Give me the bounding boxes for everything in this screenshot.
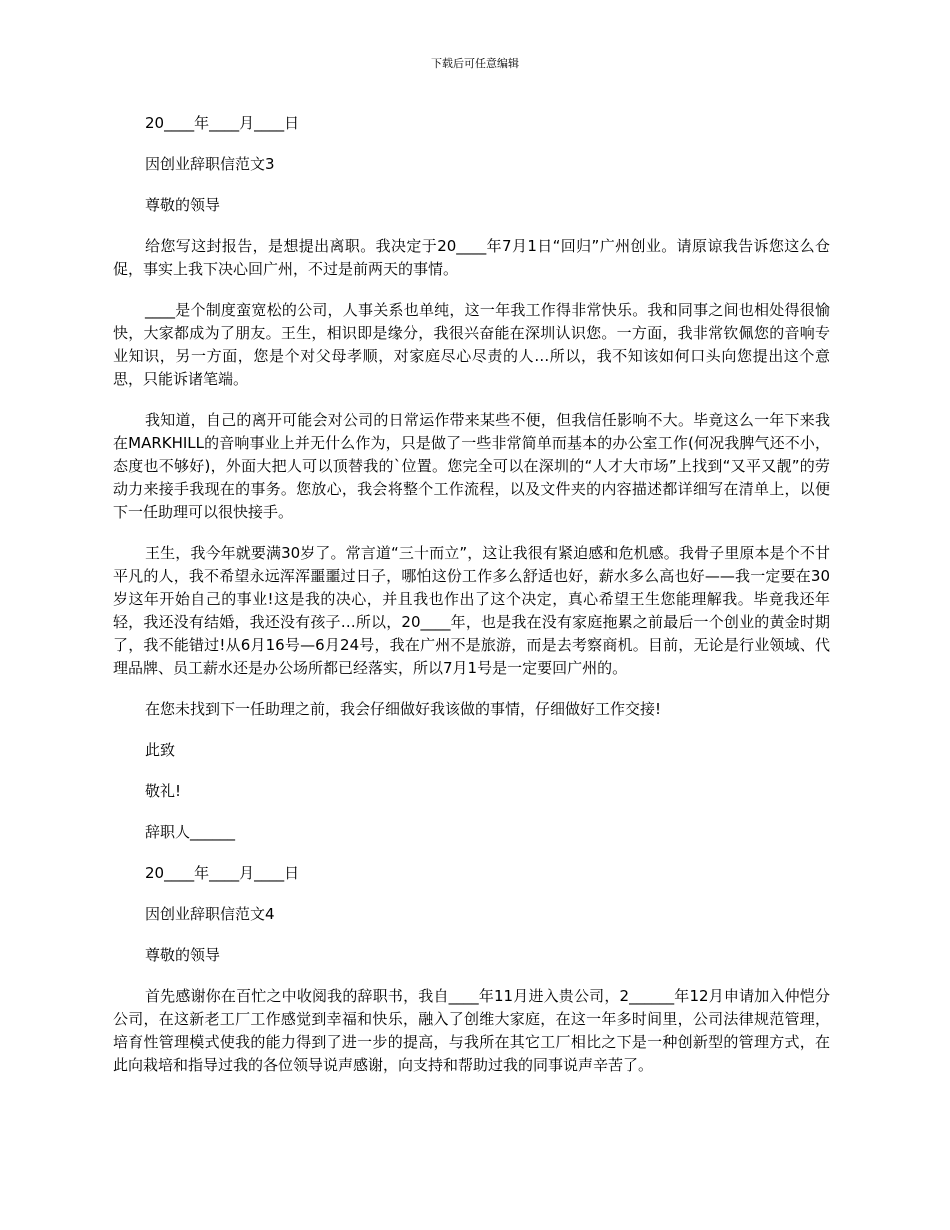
body-paragraph: 王生，我今年就要满30岁了。常言道“三十而立”，这让我很有紧迫感和危机感。我骨子里原本是个不甘平凡的人，我不希望永远浑浑噩噩过日子，哪怕这份工作多么舒适也好，薪水多么高也好——我一定要在30岁这年开始自己的事业!这是我的决心，并且我也作出了这个决定，真心希望王生您能理解我。毕竟我还年轻，我还没有结婚，我还没有孩子…所以，20____年，也是我在没有家庭拖累之前最后一个创业的黄金时期了，我不能错过!从6月16号—6月24号，我在广州不是旅游，而是去考察商机。目前，无论是行业领域、代理品牌、员工薪水还是办公场所都已经落实，所以7月1号是一定要回广州的。 (113, 544, 830, 677)
salutation: 尊敬的领导 (145, 946, 221, 964)
closing-regards: 敬礼! (145, 782, 182, 800)
section-title: 因创业辞职信范文4 (145, 905, 275, 923)
body-paragraph: 我知道，自己的离开可能会对公司的日常运作带来某些不便，但我信任影响不大。毕竟这么一年下来我在MARKHILL的音响事业上并无什么作为，只是做了一些非常简单而基本的办公室工作(何况我脾气还不小，态度也不够好)，外面大把人可以顶替我的`位置。您完全可以在深圳的“人才大市场”上找到“又平又靓”的劳动力来接手我现在的事务。您放心，我会将整个工作流程，以及文件夹的内容描述都详细写在清单上，以便下一任助理可以很快接手。 (113, 411, 830, 521)
body-paragraph: 首先感谢你在百忙之中收阅我的辞职书，我自____年11月进入贵公司，2______年12月申请加入仲恺分公司，在这新老工厂工作感觉到幸福和快乐，融入了创维大家庭，在这一年多时间里，公司法律规范管理，培育性管理模式使我的能力得到了进一步的提高，与我所在其它工厂相比之下是一种创新型的管理方式，在此向栽培和指导过我的各位领导说声感谢，向支持和帮助过我的同事说声辛苦了。 (113, 987, 830, 1074)
document-body (113, 112, 830, 1095)
signature-line: 辞职人______ (145, 823, 236, 841)
body-paragraph: ____是个制度蛮宽松的公司，人事关系也单纯，这一年我工作得非常快乐。我和同事之间也相处得很愉快，大家都成为了朋友。王生，相识即是缘分，我很兴奋能在深圳认识您。一方面，我非常钦佩您的音响专业知识，另一方面，您是个对父母孝顺，对家庭尽心尽责的人…所以，我不知该如何口头向您提出这个意思，只能诉诸笔端。 (113, 301, 830, 388)
page-header-note: 下载后可任意编辑 (431, 57, 519, 70)
body-paragraph: 给您写这封报告，是想提出离职。我决定于20____年7月1日“回归”广州创业。请原谅我告诉您这么仓促，事实上我下决心回广州，不过是前两天的事情。 (113, 237, 830, 278)
closing-line: 此致 (145, 741, 176, 759)
body-line: 在您未找到下一任助理之前，我会仔细做好我该做的事情，仔细做好工作交接! (145, 700, 662, 718)
date-line: 20____年____月____日 (145, 114, 300, 132)
salutation: 尊敬的领导 (145, 196, 221, 214)
section-title: 因创业辞职信范文3 (145, 155, 275, 173)
date-line: 20____年____月____日 (145, 864, 300, 882)
